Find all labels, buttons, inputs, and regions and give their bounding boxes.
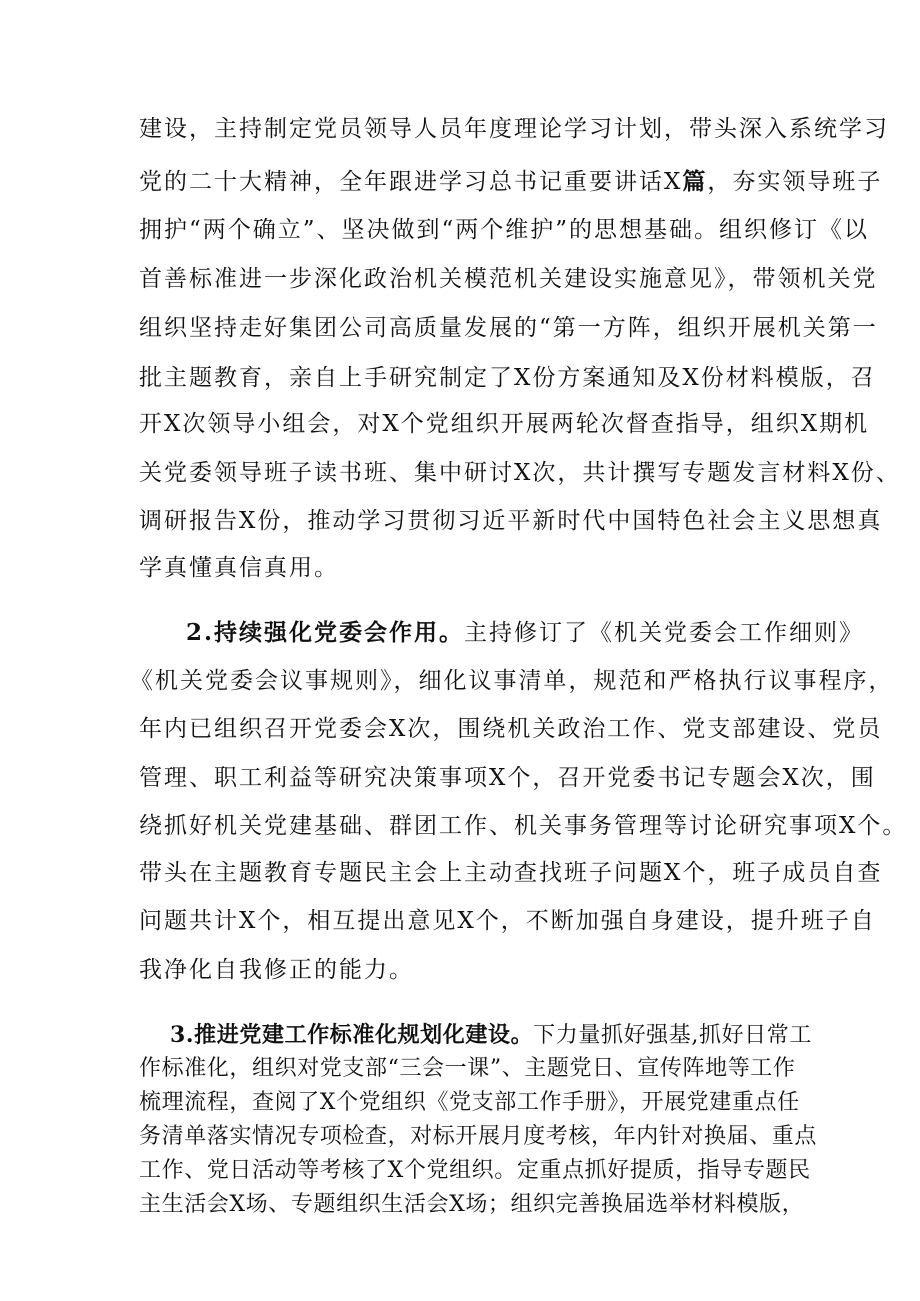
paragraph-line: 主生活会X场、专题组织生活会X场；组织完善换届选举材料模版， — [139, 1192, 805, 1217]
paragraph-line: 3.推进党建工作标准化规划化建设。下力量抓好强基,抓好日常工 — [170, 1022, 812, 1048]
paragraph-line: 工作、党日活动等考核了X个党组织。定重点抓好提质，指导专题民 — [139, 1158, 811, 1183]
paragraph-line: 带头在主题教育专题民主会上主动查找班子问题X个，班子成员自查 — [139, 860, 883, 886]
section-heading: 3.推进党建工作标准化规划化建设。 — [170, 1022, 534, 1048]
paragraph-line: 管理、职工利益等研究决策事项X个，召开党委书记专题会X次，围 — [139, 765, 876, 791]
bold-text: 篇 — [682, 168, 708, 195]
section-heading: 2.持续强化党委会作用。 — [186, 619, 465, 646]
paragraph-line: 批主题教育，亲自上手研究制定了X份方案通知及X份材料模版，召 — [139, 365, 876, 391]
paragraph-line: 务清单落实情况专项检查，对标开展月度考核，年内针对换届、重点 — [139, 1124, 818, 1149]
paragraph-line: 调研报告X份，推动学习贯彻习近平新时代中国特色社会主义思想真 — [139, 508, 883, 534]
paragraph-line: 党的二十大精神，全年跟进学习总书记重要讲话X篇，夯实领导班子 — [139, 168, 883, 195]
paragraph-line: 绕抓好机关党建基础、群团工作、机关事务管理等讨论研究事项X个。 — [139, 813, 908, 839]
paragraph-line: 作标准化，组织对党支部“三会一课”、主题党日、宣传阵地等工作 — [139, 1056, 796, 1081]
paragraph-line: 《机关党委会议事规则》，细化议事清单，规范和严格执行议事程序， — [130, 668, 894, 694]
paragraph-line: 建设，主持制定党员领导人员年度理论学习计划，带头深入系统学习 — [139, 116, 889, 142]
paragraph-line: 梳理流程，查阅了X个党组织《党支部工作手册》，开展党建重点任 — [139, 1090, 800, 1115]
paragraph-line: 关党委领导班子读书班、集中研讨X次，共计撰写专题发言材料X份、 — [139, 460, 901, 486]
paragraph-line: 问题共计X个，相互提出意见X个，不断加强自身建设，提升班子自 — [139, 908, 876, 934]
paragraph-line: 组织坚持走好集团公司高质量发展的“第一方阵，组织开展机关第一 — [139, 315, 878, 341]
paragraph-line: 开X次领导小组会，对X个党组织开展两轮次督查指导，组织X期机 — [139, 411, 870, 437]
paragraph-line: 首善标准进一步深化政治机关模范机关建设实施意见》，带领机关党 — [139, 266, 878, 292]
paragraph-line: 学真懂真信真用。 — [139, 555, 339, 581]
paragraph-line: 我净化自我修正的能力。 — [139, 957, 414, 983]
paragraph-line: 年内已组织召开党委会X次，围绕机关政治工作、党支部建设、党员 — [139, 716, 883, 742]
paragraph-line: 拥护“两个确立”、坚决做到“两个维护”的思想基础。组织修订《以 — [139, 217, 870, 243]
paragraph-line: 2.持续强化党委会作用。主持修订了《机关党委会工作细则》 — [186, 619, 865, 646]
